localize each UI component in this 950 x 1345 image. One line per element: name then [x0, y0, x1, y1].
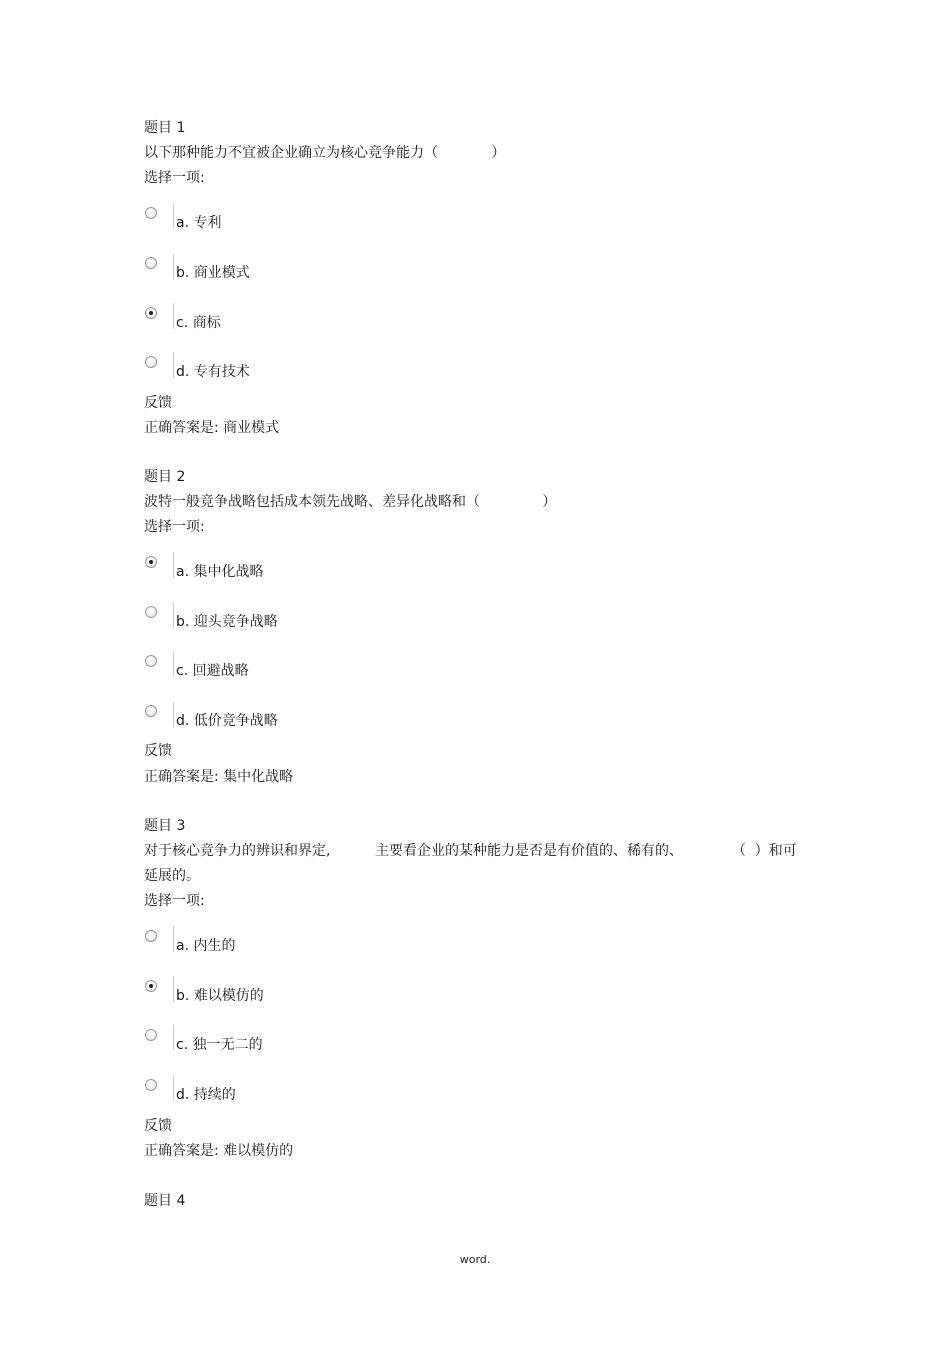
- option-divider: [173, 651, 174, 677]
- q2-option-a[interactable]: [144, 552, 444, 586]
- page-footer: word.: [459, 1253, 491, 1266]
- option-label: b. 迎头竞争战略: [176, 614, 278, 630]
- option-divider: [173, 253, 174, 279]
- correct-answer: 正确答案是: 集中化战略: [144, 769, 294, 785]
- question-4-title: 题目 4: [144, 1193, 186, 1209]
- question-3-text-line1: 对于核心竞争力的辨识和界定, 主要看企业的某种能力是否是有价值的、稀有的、 （ ）和可: [144, 843, 797, 859]
- q2-option-d[interactable]: [144, 701, 444, 735]
- q2-option-c[interactable]: [144, 651, 444, 685]
- correct-answer: 正确答案是: 难以模仿的: [144, 1143, 294, 1159]
- choose-label: 选择一项:: [144, 893, 205, 909]
- option-label: c. 独一无二的: [176, 1037, 263, 1053]
- option-divider: [173, 552, 174, 578]
- question-1-text: 以下那种能力不宜被企业确立为核心竞争能力（ ）: [144, 145, 506, 161]
- radio-icon[interactable]: [145, 257, 157, 269]
- option-label: c. 商标: [176, 315, 221, 331]
- q1-option-d[interactable]: [144, 352, 444, 386]
- correct-answer: 正确答案是: 商业模式: [144, 420, 280, 436]
- feedback-label: 反馈: [144, 743, 172, 759]
- radio-icon[interactable]: [145, 705, 157, 717]
- question-1-title: 题目 1: [144, 120, 186, 136]
- option-divider: [173, 1075, 174, 1101]
- question-3-text-line2: 延展的。: [144, 868, 200, 884]
- choose-label: 选择一项:: [144, 519, 205, 535]
- q3-option-d[interactable]: [144, 1075, 444, 1109]
- option-label: d. 专有技术: [176, 364, 250, 380]
- q1-option-b[interactable]: [144, 253, 444, 287]
- question-2-text: 波特一般竞争战略包括成本领先战略、差异化战略和（ ）: [144, 494, 557, 510]
- q1-option-a[interactable]: [144, 203, 444, 237]
- radio-checked-icon[interactable]: [145, 980, 157, 992]
- radio-icon[interactable]: [145, 207, 157, 219]
- question-3-title: 题目 3: [144, 818, 186, 834]
- radio-icon[interactable]: [145, 655, 157, 667]
- radio-icon[interactable]: [145, 606, 157, 618]
- option-label: a. 专利: [176, 215, 222, 231]
- option-label: d. 低价竞争战略: [176, 713, 278, 729]
- feedback-label: 反馈: [144, 1118, 172, 1134]
- option-divider: [173, 602, 174, 628]
- option-divider: [173, 203, 174, 229]
- feedback-label: 反馈: [144, 395, 172, 411]
- radio-icon[interactable]: [145, 356, 157, 368]
- option-label: d. 持续的: [176, 1087, 236, 1103]
- radio-checked-icon[interactable]: [145, 556, 157, 568]
- choose-label: 选择一项:: [144, 170, 205, 186]
- option-label: c. 回避战略: [176, 663, 249, 679]
- option-label: b. 难以模仿的: [176, 988, 264, 1004]
- q3-option-a[interactable]: [144, 926, 444, 960]
- option-divider: [173, 352, 174, 378]
- option-divider: [173, 303, 174, 329]
- radio-checked-icon[interactable]: [145, 307, 157, 319]
- option-divider: [173, 926, 174, 952]
- option-divider: [173, 701, 174, 727]
- radio-icon[interactable]: [145, 930, 157, 942]
- radio-icon[interactable]: [145, 1079, 157, 1091]
- question-2-title: 题目 2: [144, 469, 186, 485]
- option-label: a. 集中化战略: [176, 564, 264, 580]
- radio-icon[interactable]: [145, 1029, 157, 1041]
- q3-option-b[interactable]: [144, 976, 444, 1010]
- option-divider: [173, 976, 174, 1002]
- option-divider: [173, 1025, 174, 1051]
- q1-option-c[interactable]: [144, 303, 444, 337]
- option-label: b. 商业模式: [176, 265, 250, 281]
- q3-option-c[interactable]: [144, 1025, 444, 1059]
- q2-option-b[interactable]: [144, 602, 444, 636]
- option-label: a. 内生的: [176, 938, 236, 954]
